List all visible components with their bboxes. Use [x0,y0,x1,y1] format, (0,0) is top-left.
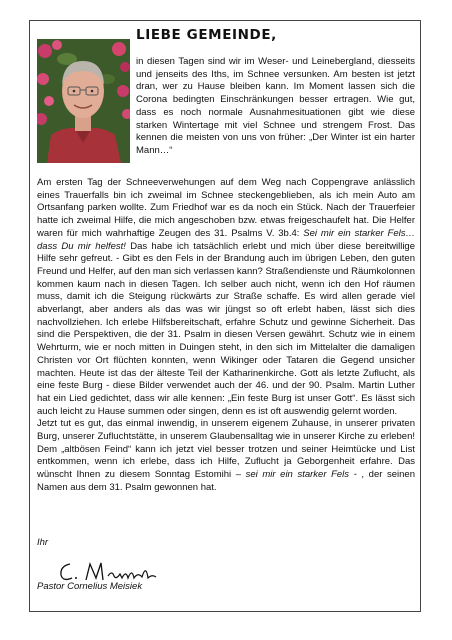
body-paragraph-2 [37,418,415,494]
body-text-part3: Jetzt tut es gut, das einmal inwendig, in unserem eigenem Zuhause, in unserer privaten Burg, unserer Zufluchtstätte, in unserem Glaubensalltag wie in unserer Kirche zu erleben! Dem „altbösen Feind“ kann ich jetzt viel besser trotzen und seiner Heimtücke und List entkommen, wenn ich erlebe, dass ich Hilfe, Zuflucht ja Geborgenheit erfahre. Das wünscht Ihnen zu diesem Sonntag Estomihi – [37,418,415,481]
body-text-part2: Das habe ich tatsächlich erlebt und mich über diese bereitwillige Hilfe sehr gefreut. - Gibt es den Fels in der Brandung auch im übrigen Leben, den guten Freund und Helfer, auf den man sich verlassen kann? Straßendienste und Räumkolonnen kommen kaum nach in diesen Tagen. Ich selber auch nicht, wenn ich den Hof räumen muss, damit ich die Steigung rückwärts zur Straße schaffe. Es wird allen gerade viel abverlangt, aber anders als das was wir jüngst so oft erlebt haben, lässt sich dies nachvollziehen. Ich erlebe Hilfsbereitschaft, erfahre Schutz und gewinne Sicherheit. Das sind die Perspektiven, die der 31. Psalm in diesen Versen gewährt. Schutz wie in einem Wehrturm, wie er noch mitten in Duingen steht, in den sich im Mittelalter die damaligen Christen vor Ort flüchten konnten, wenn Wikinger oder Tataren die Gegend unsicher machten. Heute ist das der älteste Teil der Katharinenkirche. Gott als letzte Zuflucht, als eine feste Burg - diese Bilder verwendet auch der 46. und der 90. Psalm. Martin Luther hat ein Lied gedichtet, dass wir alle kennen: „Ein feste Burg ist unser Gott“. Es lässt sich auch leicht zu Hause summen oder singen, denn es ist oft auswendig gelernt worden. [37,240,416,417]
body-text-part4: , der seinen Namen aus dem 31. Psalm gewonnen hat. [37,469,415,493]
intro-text [136,56,415,158]
author-portrait-photo [37,39,130,163]
body-paragraph-1 [37,177,415,418]
closing-quote: sei mir ein starker Fels - [245,469,357,481]
body-text-part1: Am ersten Tag der Schneeverwehungen auf dem Weg nach Coppengrave anlässlich eines Trauerfalls bin ich zweimal im Schnee steckengeblieben, als ich mein Auto am Ortsanfang parken wollte. Zum Friedhof war es da noch ein Stück. Nach der Trauerfeier hatte ich zweimal Hilfe, die mich angeschoben bzw. etwas freigeschaufelt hat. Die Helfer waren für mich wahrhaftige Zeugen des 31. Psalms V. 3b.4: [37,177,415,239]
psalm-quote: Sei mir ein starker Fels…dass Du mir helfest! [37,227,415,252]
intro-paragraph: in diesen Tagen sind wir im Weser- und Leinebergland, diesseits und jenseits des Iths, im Schnee versunken. Am besten ist jetzt dran, wer zu Hause bleiben kann. Im Moment lassen sich die Corona bedingten Einschränkungen besser ertragen. Wie gut, dass es noch normale Ausnahmesituationen gibt wie diese starken Wintertage mit viel Schnee und strengem Frost. Das kennen die meisten von uns von früher: „Der Winter ist ein harter Mann…“ [136,56,415,156]
greeting-heading: LIEBE GEMEINDE, [136,27,277,43]
article-body [37,177,415,495]
signature-name: Pastor Cornelius Meisiek [37,581,143,592]
closing-salutation: Ihr [37,537,49,548]
